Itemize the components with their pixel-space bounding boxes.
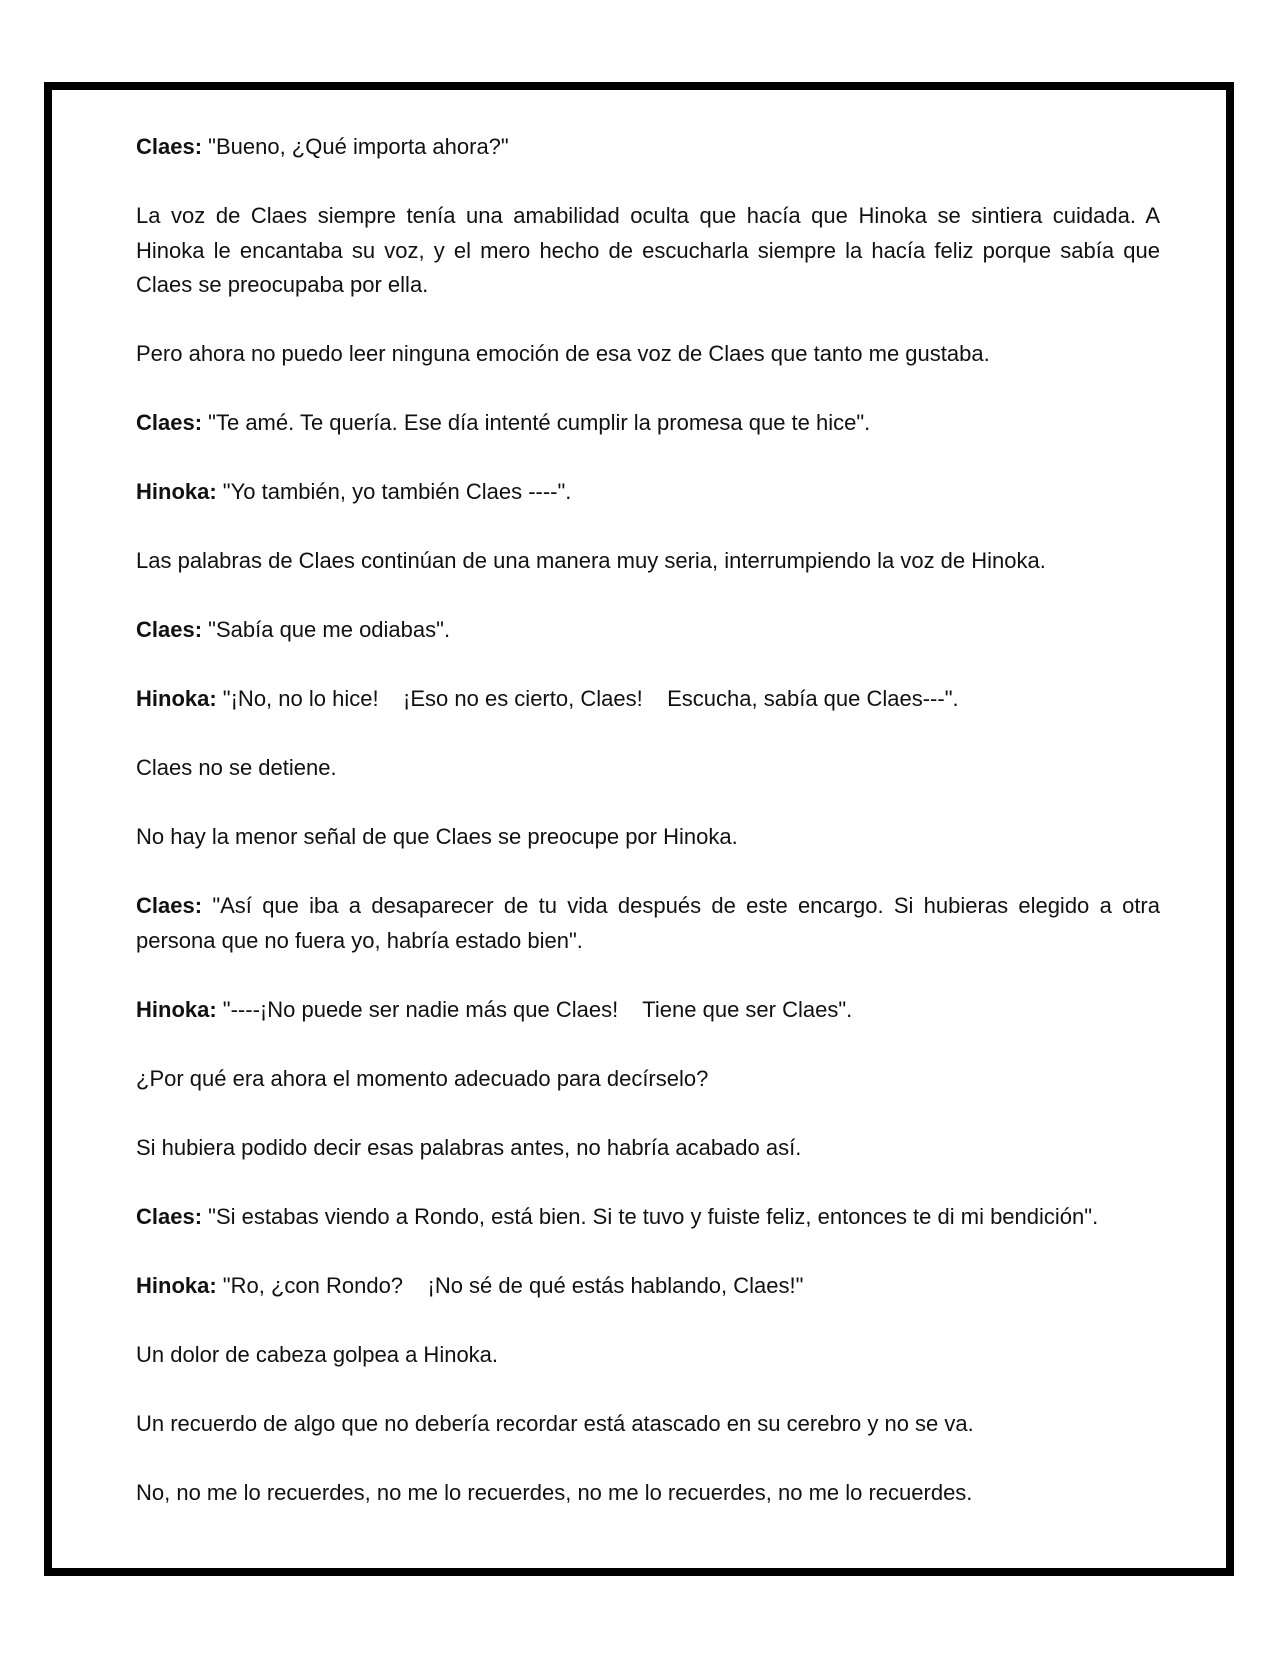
paragraph-6 <box>136 544 1160 579</box>
paragraph-text: "Sabía que me odiabas". <box>202 617 451 642</box>
paragraph-text: "¡No, no lo hice! ¡Eso no es cierto, Claes! Escucha, sabía que Claes---". <box>216 686 959 711</box>
paragraph-text: "Yo también, yo también Claes ----". <box>216 479 572 504</box>
paragraph-11 <box>136 889 1160 958</box>
paragraph-text: "Si estabas viendo a Rondo, está bien. Si te tuvo y fuiste feliz, entonces te di mi bendición". <box>202 1203 1099 1229</box>
paragraph-text: No hay la menor señal de que Claes se preocupe por Hinoka. <box>136 824 738 849</box>
paragraph-text: Si hubiera podido decir esas palabras antes, no habría acabado así. <box>136 1134 802 1160</box>
paragraph-text: "Te amé. Te quería. Ese día intenté cumplir la promesa que te hice". <box>202 410 871 435</box>
speaker-label: Claes: <box>136 893 203 918</box>
paragraph-19 <box>136 1476 1160 1511</box>
paragraph-text: Un dolor de cabeza golpea a Hinoka. <box>136 1341 499 1367</box>
paragraph-text: La voz de Claes siempre tenía una amabilidad oculta que hacía que Hinoka se sintiera cuidada. A Hinoka le encantaba su voz, y el mero hecho de escucharla siempre la hacía feliz porque sabía que Claes se preocupaba por ella. <box>136 203 1160 297</box>
paragraph-14 <box>136 1131 1160 1166</box>
paragraph-text: ¿Por qué era ahora el momento adecuado para decírselo? <box>136 1065 709 1091</box>
paragraph-text: Las palabras de Claes continúan de una manera muy seria, interrumpiendo la voz de Hinoka. <box>136 548 1046 573</box>
paragraph-13 <box>136 1062 1160 1097</box>
page-frame <box>44 82 1234 1576</box>
paragraph-text: "Ro, ¿con Rondo? ¡No sé de qué estás hablando, Claes!" <box>216 1272 804 1298</box>
paragraph-4 <box>136 406 1160 441</box>
paragraph-8 <box>136 682 1160 717</box>
paragraph-7 <box>136 613 1160 648</box>
paragraph-16 <box>136 1269 1160 1304</box>
paragraph-5 <box>136 475 1160 510</box>
paragraph-12 <box>136 993 1160 1028</box>
paragraph-3 <box>136 337 1160 372</box>
paragraph-text: No, no me lo recuerdes, no me lo recuerdes, no me lo recuerdes, no me lo recuerdes. <box>136 1479 973 1505</box>
paragraph-2 <box>136 199 1160 303</box>
speaker-label: Hinoka: <box>136 479 217 504</box>
speaker-label: Hinoka: <box>136 996 217 1022</box>
speaker-label: Hinoka: <box>136 1272 217 1298</box>
paragraph-10 <box>136 820 1160 855</box>
speaker-label: Claes: <box>136 617 203 642</box>
paragraph-text: Claes no se detiene. <box>136 755 337 780</box>
story-text <box>136 130 1160 1545</box>
paragraph-15 <box>136 1200 1160 1235</box>
speaker-label: Claes: <box>136 410 203 435</box>
paragraph-text: Pero ahora no puedo leer ninguna emoción de esa voz de Claes que tanto me gustaba. <box>136 341 990 366</box>
paragraph-text: Un recuerdo de algo que no debería recordar está atascado en su cerebro y no se va. <box>136 1410 974 1436</box>
paragraph-text: "----¡No puede ser nadie más que Claes! Tiene que ser Claes". <box>216 996 853 1022</box>
paragraph-text: "Bueno, ¿Qué importa ahora?" <box>202 134 509 159</box>
paragraph-9 <box>136 751 1160 786</box>
speaker-label: Claes: <box>136 134 203 159</box>
paragraph-18 <box>136 1407 1160 1442</box>
speaker-label: Hinoka: <box>136 686 217 711</box>
paragraph-17 <box>136 1338 1160 1373</box>
paragraph-text: "Así que iba a desaparecer de tu vida después de este encargo. Si hubieras elegido a otra persona que no fuera yo, habría estado bien". <box>136 893 1160 953</box>
speaker-label: Claes: <box>136 1203 203 1229</box>
paragraph-1 <box>136 130 1160 165</box>
